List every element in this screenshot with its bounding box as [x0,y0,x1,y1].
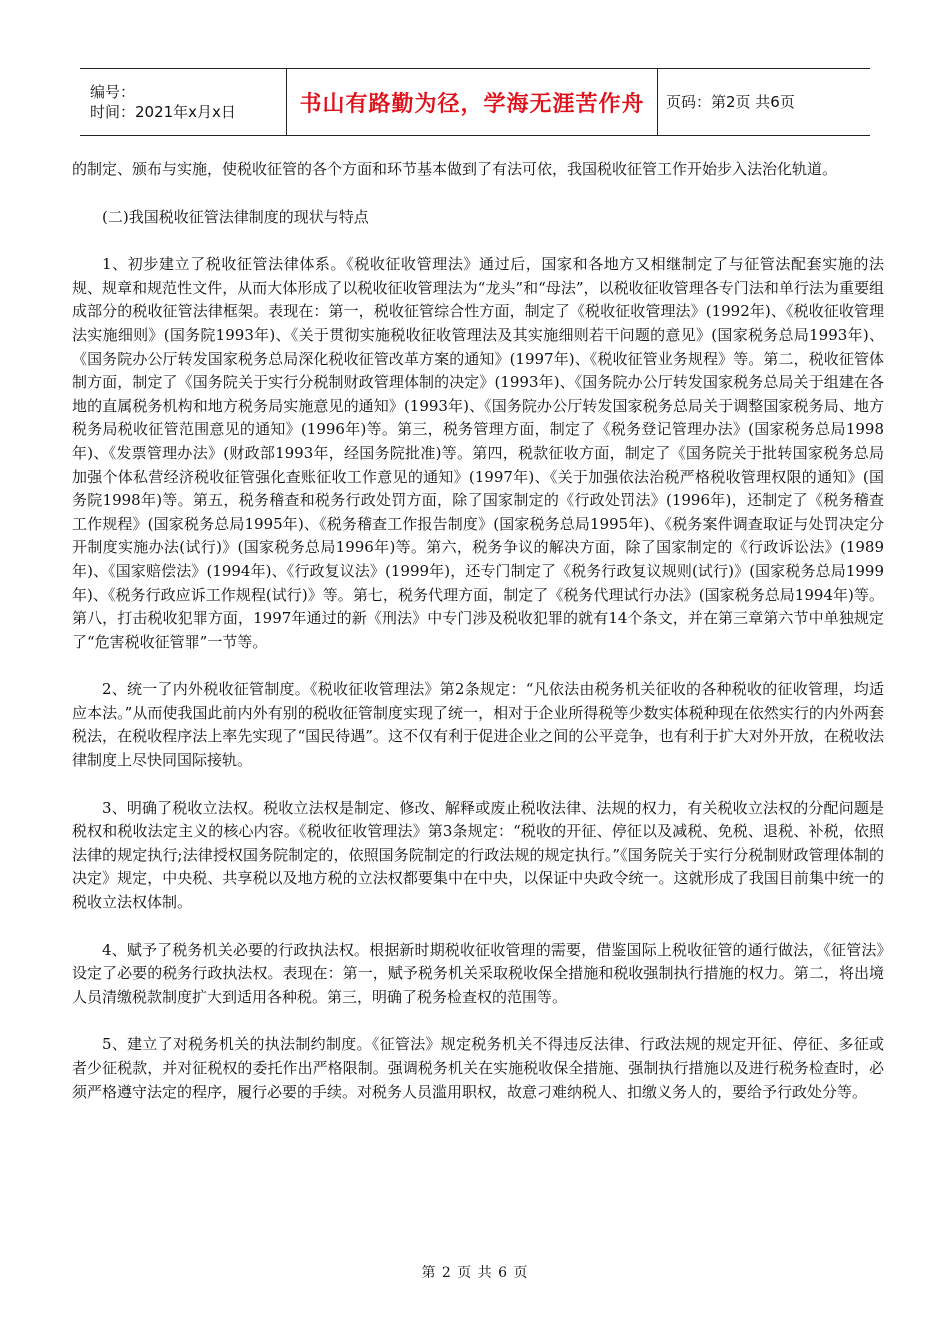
header-motto-cell [287,69,658,136]
paragraph-point-1: 1、初步建立了税收征管法律体系。《税收征收管理法》通过后，国家和各地方又相继制定了与征管法配套实施的法规、规章和规范性文件，从而大体形成了以税收征收管理法为“龙头”和“母法”，以税收征收管理各专门法和单行法为重要组成部分的税收征管法律框架。表现在：第一，税收征管综合性方面，制定了《税收征收管理法》(1992年)、《税收征收管理法实施细则》(国务院1993年)、《关于贯彻实施税收征收管理法及其实施细则若干问题的意见》(国家税务总局1993年)、《国务院办公厅转发国家税务总局深化税收征管改革方案的通知》(1997年)、《税收征管业务规程》等。第二，税收征管体制方面，制定了《国务院关于实行分税制财政管理体制的决定》(1993年)、《国务院办公厅转发国家税务总局关于组建在各地的直属税务机构和地方税务局实施意见的通知》(1993年)、《国务院办公厅转发国家税务总局关于调整国家税务局、地方税务局税收征管范围意见的通知》(1996年)等。第三，税务管理方面，制定了《税务登记管理办法》(国家税务总局1998年)、《发票管理办法》(财政部1993年，经国务院批准)等。第四，税款征收方面，制定了《国务院关于批转国家税务总局加强个体私营经济税收征管强化查账征收工作意见的通知》(1997年)、《关于加强依法治税严格税收管理权限的通知》(国务院1998年)等。第五，税务稽查和税务行政处罚方面，除了国家制定的《行政处罚法》(1996年)，还制定了《税务稽查工作规程》(国家税务总局1995年)、《税务稽查工作报告制度》(国家税务总局1995年)、《税务案件调查取证与处罚决定分开制度实施办法(试行)》(国家税务总局1996年)等。第六，税务争议的解决方面，除了国家制定的《行政诉讼法》(1989年)、《国家赔偿法》(1994年)、《行政复议法》(1999年)，还专门制定了《税务行政复议规则(试行)》(国家税务总局1999年)、《税务行政应诉工作规程(试行)》等。第七，税务代理方面，制定了《税务代理试行办法》(国家税务总局1994年)等。第八，打击税收犯罪方面，1997年通过的新《刑法》中专门涉及税收犯罪的就有14个条文，并在第三章第六节中单独规定了“危害税收征管罪”一节等。 [72,255,884,651]
header-date-label: 时间：2021年x月x日 [90,103,236,121]
paragraph-point-5: 5、建立了对税务机关的执法制约制度。《征管法》规定税务机关不得违反法律、行政法规的规定开征、停征、多征或者少征税款，并对征税权的委托作出严格限制。强调税务机关在实施税收保全措施、强制执行措施以及进行税务检查时，必须严格遵守法定的程序，履行必要的手续。对税务人员滥用职权，故意刁难纳税人、扣缴义务人的，要给予行政处分等。 [72,1035,884,1101]
header-page-cell [658,69,871,136]
page-footer: 第 2 页 共 6 页 [421,1265,529,1281]
header-number-label: 编号： [90,83,136,101]
header-motto: 书山有路勤为径，学海无涯苦作舟 [299,91,645,117]
document-body [72,158,884,1104]
paragraph-point-4: 4、赋予了税务机关必要的行政执法权。根据新时期税收征收管理的需要，借鉴国际上税收征管的通行做法，《征管法》设定了必要的税务行政执法权。表现在：第一，赋予税务机关采取税收保全措施和税收强制执行措施的权力。第二，将出境人员清缴税款制度扩大到适用各种税。第三，明确了税务检查权的范围等。 [72,940,884,1006]
section-heading: (二)我国税收征管法律制度的现状与特点 [102,207,369,226]
header-page-label: 页码：第2页 共6页 [666,93,795,111]
header-table [80,68,870,136]
paragraph-point-3: 3、明确了税收立法权。税收立法权是制定、修改、解释或废止税收法律、法规的权力，有关税收立法权的分配问题是税权和税收法定主义的核心内容。《税收征收管理法》第3条规定：“税收的开征、停征以及减税、免税、退税、补税，依照法律的规定执行;法律授权国务院制定的，依照国务院制定的行政法规的规定执行。”《国务院关于实行分税制财政管理体制的决定》规定，中央税、共享税以及地方税的立法权都要集中在中央，以保证中央政令统一。这就形成了我国目前集中统一的税收立法权体制。 [72,798,884,912]
header-meta-cell [80,69,287,136]
paragraph-point-2: 2、统一了内外税收征管制度。《税收征收管理法》第2条规定：“凡依法由税务机关征收的各种税收的征收管理，均适应本法。”从而使我国此前内外有别的税收征管制度实现了统一，相对于企业所得税等少数实体税种现在依然实行的内外两套税法，在税收程序法上率先实现了“国民待遇”。这不仅有利于促进企业之间的公平竞争，也有利于扩大对外开放，在税收法律制度上尽快同国际接轨。 [72,680,884,770]
paragraph-continuation: 的制定、颁布与实施，使税收征管的各个方面和环节基本做到了有法可依，我国税收征管工作开始步入法治化轨道。 [72,160,838,178]
